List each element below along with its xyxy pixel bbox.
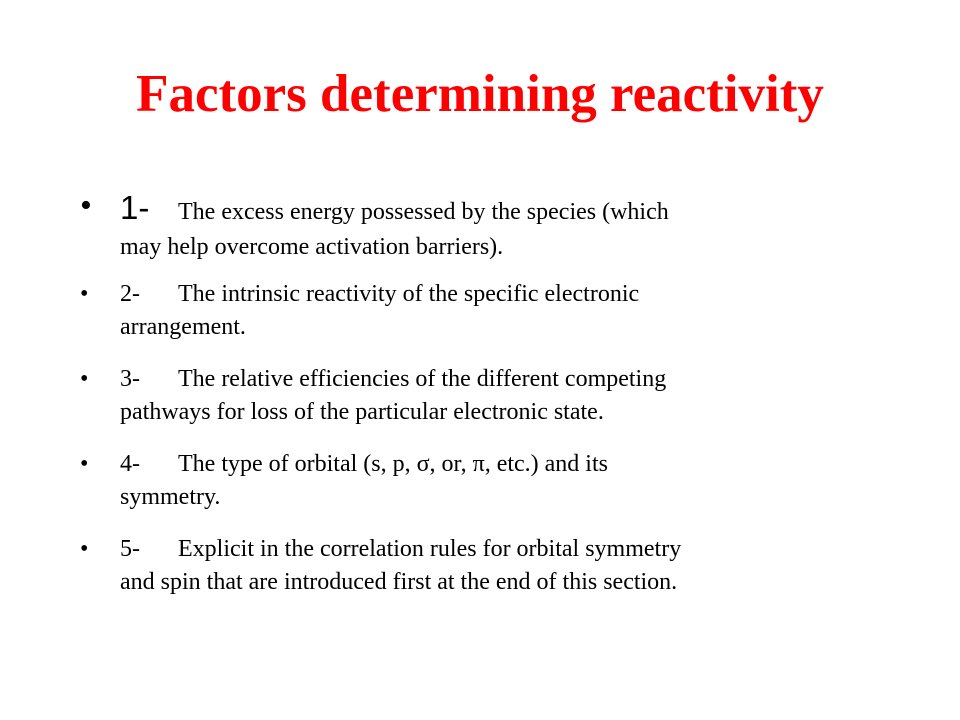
bullet-text-line2: symmetry. <box>120 484 221 510</box>
bullet-item-3 <box>80 363 900 429</box>
bullet-number: 1- <box>120 189 150 226</box>
bullet-text-line1: The excess energy possessed by the species (which <box>178 199 669 225</box>
bullet-dot-icon: • <box>80 187 92 224</box>
bullet-text-line1: The relative efficiencies of the different competing <box>178 366 667 392</box>
bullet-number: 4- <box>120 451 140 477</box>
bullet-text-line2: and spin that are introduced first at the end of this section. <box>120 569 678 595</box>
bullet-dot-icon: • <box>80 366 89 392</box>
bullet-dot-icon: • <box>80 451 89 477</box>
bullet-dot-icon: • <box>80 536 89 562</box>
bullet-number: 2- <box>120 281 140 307</box>
bullet-list <box>80 188 900 618</box>
bullet-item-4 <box>80 448 900 514</box>
bullet-item-1 <box>80 188 900 262</box>
bullet-text-line1: Explicit in the correlation rules for orbital symmetry <box>178 536 682 562</box>
bullet-number: 3- <box>120 366 140 392</box>
bullet-text-line1: The intrinsic reactivity of the specific electronic <box>178 281 640 307</box>
bullet-number: 5- <box>120 536 140 562</box>
bullet-item-5 <box>80 533 900 599</box>
bullet-text-line2: arrangement. <box>120 314 246 340</box>
slide-title: Factors determining reactivity <box>136 65 824 123</box>
bullet-dot-icon: • <box>80 281 89 307</box>
bullet-text-line1: The type of orbital (s, p, σ, or, π, etc.) and its <box>178 451 608 477</box>
bullet-text-line2: may help overcome activation barriers). <box>120 234 504 260</box>
bullet-text-line2: pathways for loss of the particular electronic state. <box>120 399 604 425</box>
bullet-item-2 <box>80 278 900 344</box>
